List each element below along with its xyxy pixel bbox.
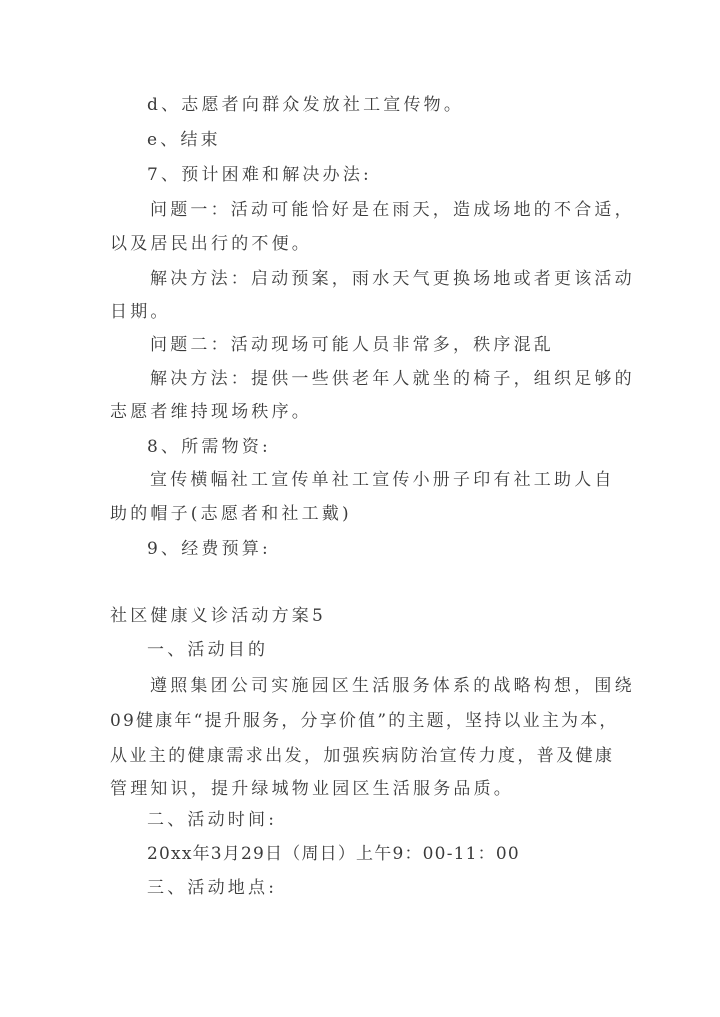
problem-one-text: 问题一：活动可能恰好是在雨天，造成场地的不合适， — [150, 200, 635, 220]
problem-two-text: 问题二：活动现场可能人员非常多，秩序混乱 — [150, 335, 554, 355]
section-heading-9: 9、经费预算: — [147, 539, 271, 559]
event-time-text: 20xx年3月29日（周日）上午9：00-11：00 — [147, 844, 520, 864]
solution-two-text: 解决方法：提供一些供老年人就坐的椅子，组织足够的 — [150, 369, 635, 389]
section-heading-purpose: 一、活动目的 — [147, 640, 269, 660]
materials-text-cont: 助的帽子(志愿者和社工戴) — [110, 504, 352, 524]
document-title: 社区健康义诊活动方案5 — [110, 606, 327, 626]
section-heading-time: 二、活动时间: — [147, 810, 278, 830]
list-item-d: d、志愿者向群众发放社工宣传物。 — [147, 95, 465, 115]
solution-one-text: 解决方法：启动预案，雨水天气更换场地或者更该活动 — [150, 269, 635, 289]
purpose-text: 遵照集团公司实施园区生活服务体系的战略构想，围绕 — [150, 676, 635, 696]
list-item-e: e、结束 — [147, 130, 221, 150]
solution-one-text-cont: 日期。 — [110, 302, 171, 322]
purpose-text-cont-1: 09健康年“提升服务，分享价值”的主题，坚持以业主为本， — [110, 711, 619, 731]
section-heading-7: 7、预计困难和解决办法: — [147, 165, 372, 185]
solution-two-text-cont: 志愿者维持现场秩序。 — [110, 402, 312, 422]
purpose-text-cont-2: 从业主的健康需求出发，加强疾病防治宣传力度，普及健康 — [110, 746, 615, 766]
section-heading-8: 8、所需物资: — [147, 437, 271, 457]
materials-text: 宣传横幅社工宣传单社工宣传小册子印有社工助人自 — [150, 470, 615, 490]
section-heading-location: 三、活动地点: — [147, 878, 278, 898]
purpose-text-cont-3: 管理知识，提升绿城物业园区生活服务品质。 — [110, 779, 514, 799]
problem-one-text-cont: 以及居民出行的不便。 — [110, 234, 312, 254]
